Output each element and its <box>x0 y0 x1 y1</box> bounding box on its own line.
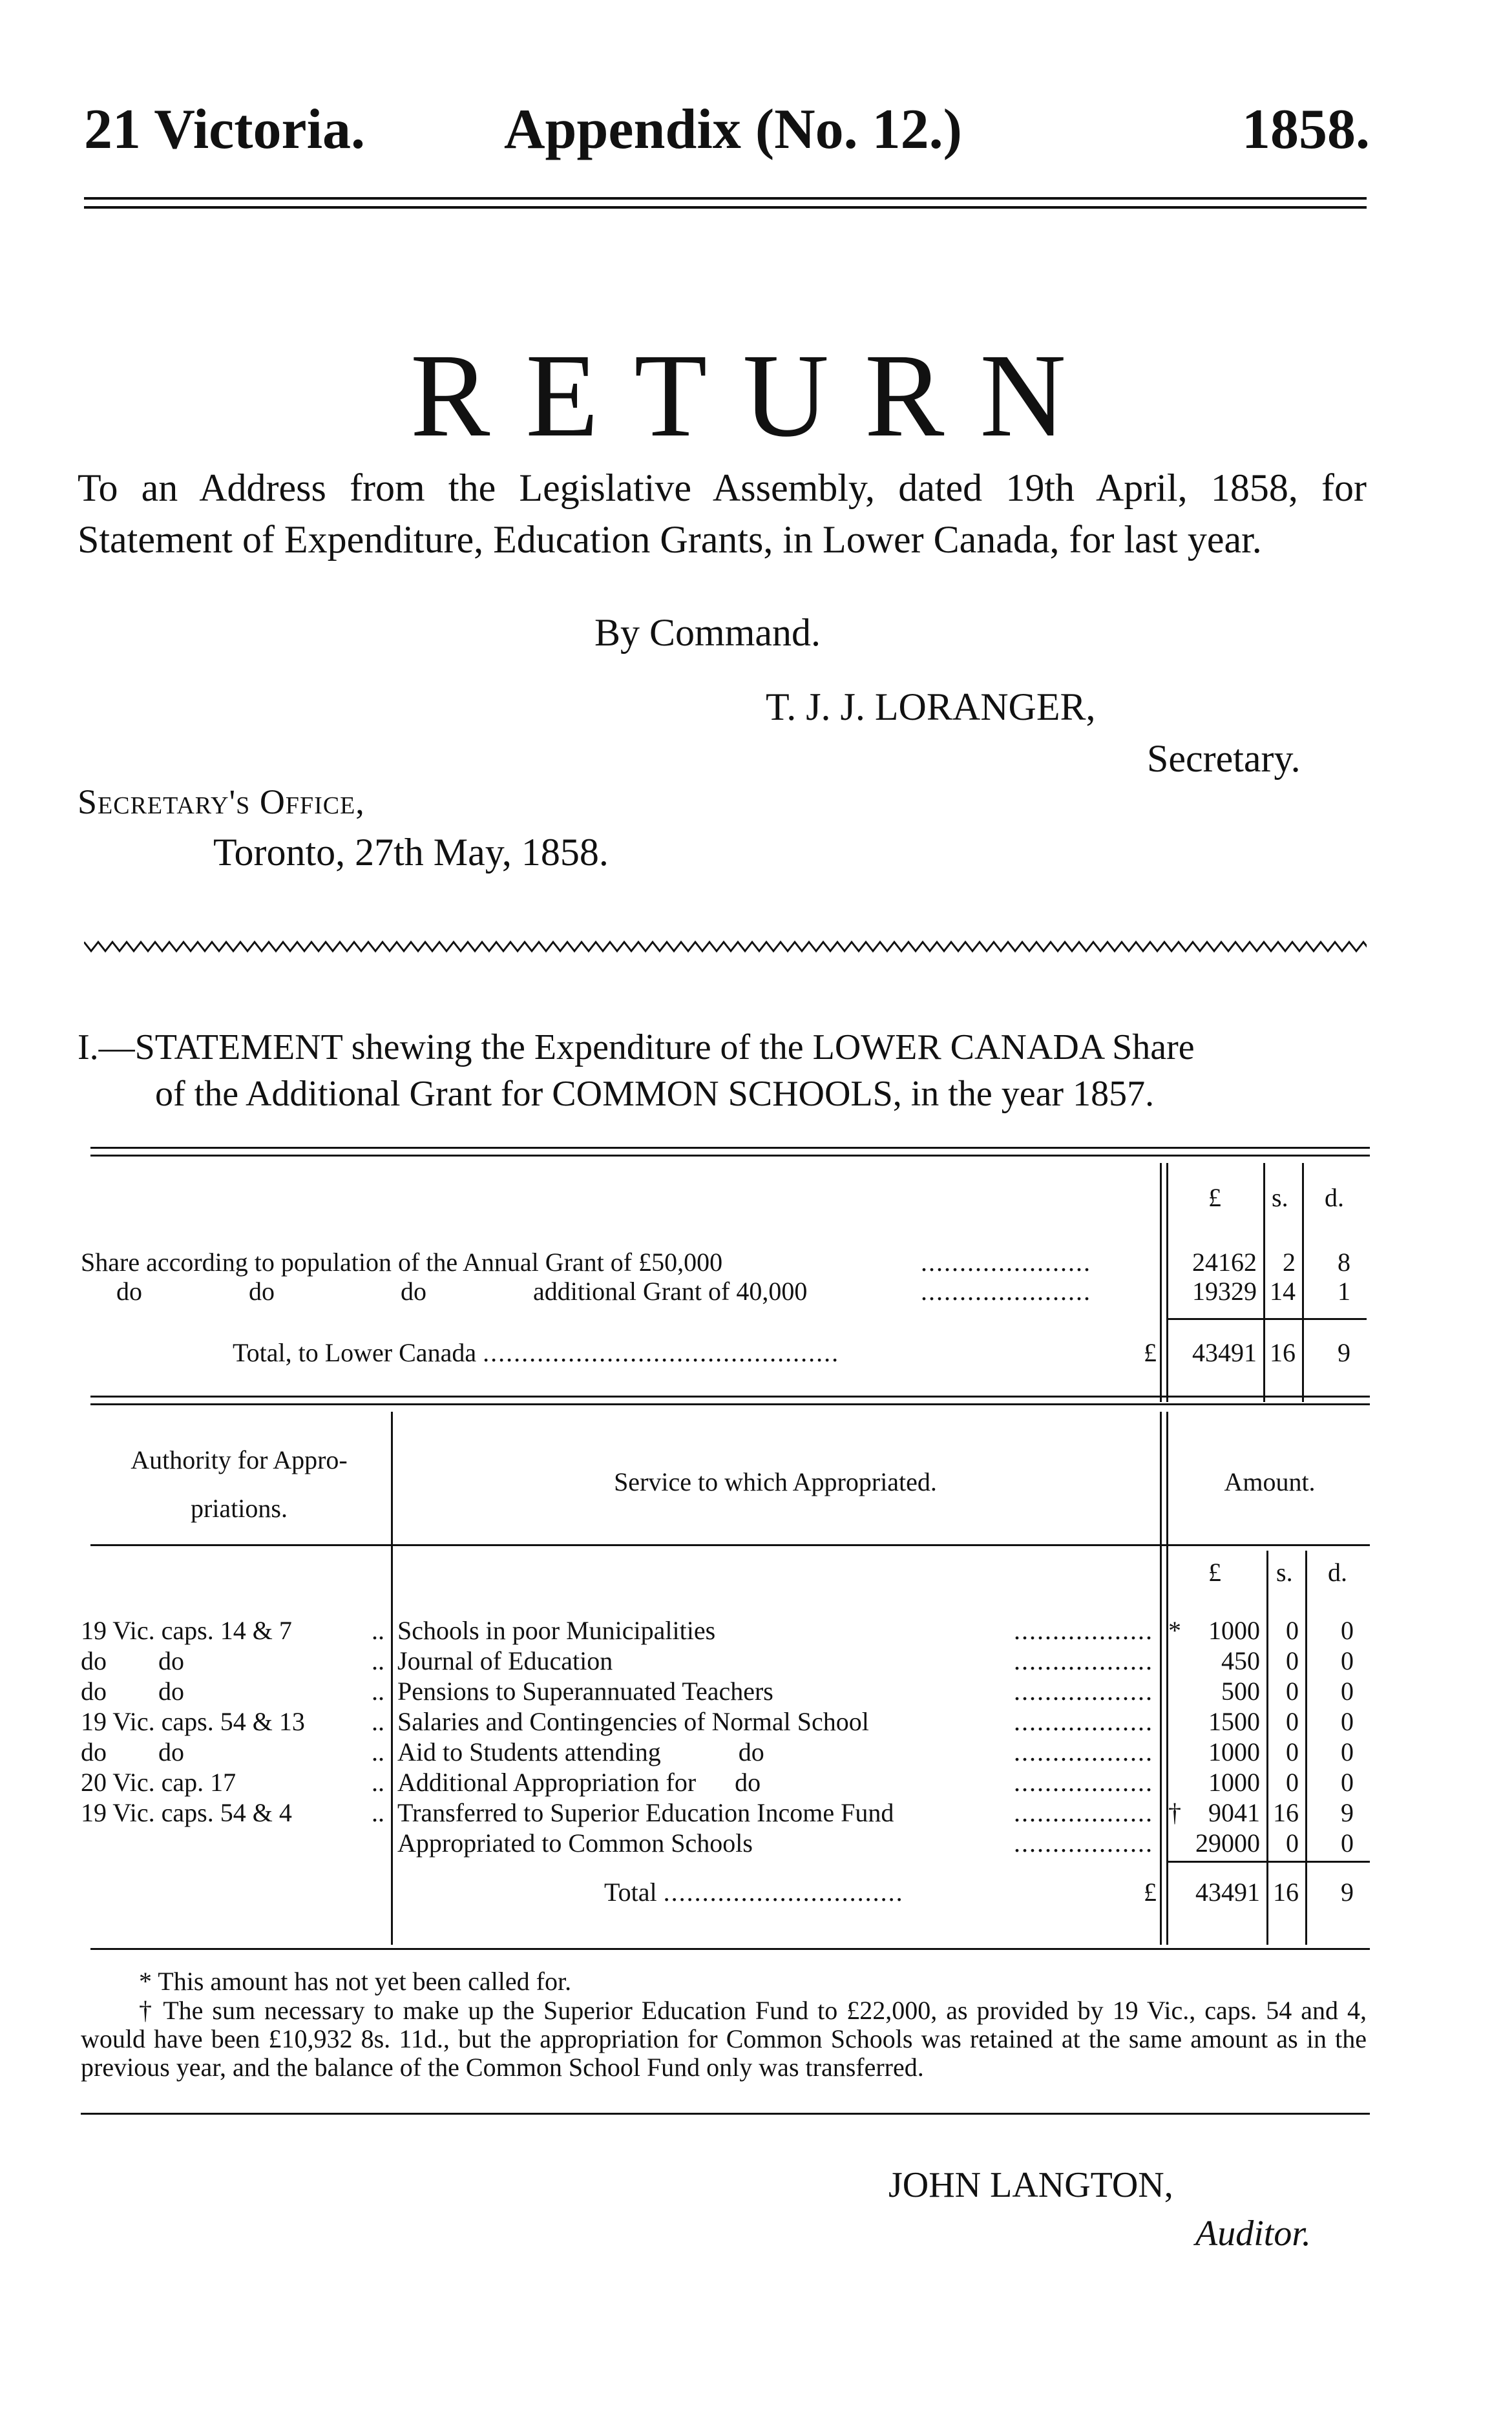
table2-row-pounds: 1000 <box>1208 1768 1260 1797</box>
table1-shillings-header: s. <box>1272 1183 1288 1212</box>
table1-pounds-header: £ <box>1208 1183 1221 1212</box>
auditor-title: Auditor. <box>1195 2214 1311 2254</box>
table1-row-pence: 8 <box>1338 1248 1350 1277</box>
signer-name: T. J. J. LORANGER, <box>766 686 1096 728</box>
address-paragraph: To an Address from the Legislative Assembly, dated 19th April, 1858, for Statement of Expenditure, Education Grants, in Lower Canada, for last year. <box>78 466 1367 561</box>
table1-subtotal-rule <box>1166 1318 1367 1320</box>
table2-row-authority: 19 Vic. caps. 54 & 4 .. <box>81 1798 384 1827</box>
table1-col-rule <box>1302 1163 1304 1402</box>
table2-row-service <box>397 1797 1153 1828</box>
table2-col-rule <box>391 1412 393 1945</box>
table2-row-service-label: Aid to Students attending do <box>397 1737 764 1766</box>
table2-amount-header: Amount. <box>1224 1467 1316 1496</box>
by-command: By Command. <box>594 611 821 654</box>
table2-row-shillings: 0 <box>1286 1616 1299 1645</box>
table2-total-currency: £ <box>1144 1878 1157 1907</box>
table2-row-service-label: Schools in poor Municipalities <box>397 1616 716 1645</box>
statement-line-2: of the Additional Grant for COMMON SCHOOLS, in the year 1857. <box>155 1074 1155 1114</box>
table2-row-authority-leader: .. <box>365 1616 384 1645</box>
table1-total-pounds: 43491 <box>1192 1338 1257 1367</box>
table1-col-rule <box>1160 1163 1162 1402</box>
table2-row-authority-leader: .. <box>365 1707 384 1736</box>
table1-row-do-1: do <box>116 1277 142 1306</box>
table1-row: Share according to population of the Annual Grant of £50,000 ...................... <box>81 1248 1091 1277</box>
table2-service-header: Service to which Appropriated. <box>614 1467 937 1496</box>
table2-row-pence: 0 <box>1341 1646 1354 1675</box>
table2-row-mark: * <box>1168 1616 1181 1645</box>
table2-row-authority-leader: .. <box>365 1737 384 1766</box>
table2-row-authority: do do .. <box>81 1677 384 1706</box>
table2-row-authority-leader: .. <box>365 1646 384 1675</box>
table2-row-authority-leader: .. <box>365 1798 384 1827</box>
table1-row-label: Share according to population of the Annual Grant of £50,000 <box>81 1248 723 1277</box>
table2-row-dot-leader: .................. <box>1014 1616 1153 1645</box>
table2-row-pence: 0 <box>1341 1707 1354 1736</box>
table2-row-pounds: 1500 <box>1208 1707 1260 1736</box>
table2-row-pence: 0 <box>1341 1828 1354 1858</box>
table2-row-dot-leader: .................. <box>1014 1707 1153 1736</box>
table2-row-pounds: 500 <box>1221 1677 1260 1706</box>
table1-col-rule <box>1263 1163 1265 1402</box>
table2-total-pounds: 43491 <box>1195 1878 1260 1907</box>
table2-row-service-label: Transferred to Superior Education Income Fund <box>397 1798 894 1827</box>
signer-title: Secretary. <box>1147 737 1301 780</box>
table1-total-shillings: 16 <box>1270 1338 1296 1367</box>
table2-col-rule <box>1160 1412 1162 1945</box>
table2-row-pence: 9 <box>1341 1798 1354 1827</box>
footnote-rule <box>81 2113 1370 2115</box>
table2-total-pence: 9 <box>1341 1878 1354 1907</box>
table2-row-service <box>397 1737 1153 1767</box>
table1-row-pence: 1 <box>1338 1277 1350 1306</box>
table2-col-rule <box>1305 1551 1307 1945</box>
table2-row-authority: do do .. <box>81 1646 384 1675</box>
table2-row-authority: 19 Vic. caps. 14 & 7 .. <box>81 1616 384 1645</box>
table2-row-service-label: Journal of Education <box>397 1646 613 1675</box>
statement-line-1: I.—STATEMENT shewing the Expenditure of the LOWER CANADA Share <box>78 1027 1195 1067</box>
table1-total-label: Total, to Lower Canada <box>233 1338 477 1367</box>
header-rule <box>84 197 1367 209</box>
table2-row-shillings: 0 <box>1286 1707 1299 1736</box>
header-appendix: Appendix (No. 12.) <box>504 98 962 161</box>
table1-bottom-rule <box>90 1396 1370 1405</box>
table2-total-label: Total <box>604 1878 657 1907</box>
footnote-star: * This amount has not yet been called for. <box>139 1967 572 1996</box>
table2-row-service <box>397 1828 1153 1858</box>
table1-row-shillings: 2 <box>1283 1248 1296 1277</box>
table2-total-shillings: 16 <box>1273 1878 1299 1907</box>
table2-row-service <box>397 1676 1153 1706</box>
table2-row-service <box>397 1706 1153 1737</box>
table2-header-rule <box>90 1544 1370 1546</box>
table2-subtotal-rule <box>1166 1861 1370 1863</box>
table2-row-pence: 0 <box>1341 1768 1354 1797</box>
table2-row-pounds: 9041 <box>1208 1798 1260 1827</box>
table1-total-pence: 9 <box>1338 1338 1350 1367</box>
table2-bottom-rule <box>90 1948 1370 1950</box>
table2-row-pence: 0 <box>1341 1677 1354 1706</box>
table2-row-pence: 0 <box>1341 1616 1354 1645</box>
table2-row-service-label: Pensions to Superannuated Teachers <box>397 1677 773 1706</box>
table1-total-currency: £ <box>1144 1338 1157 1367</box>
table2-row-shillings: 16 <box>1273 1798 1299 1827</box>
table2-shillings-header: s. <box>1276 1558 1293 1587</box>
footnote-dagger: † The sum necessary to make up the Superior Education Fund to £22,000, as provided by 19 Vic., caps. 54 and 4, would have been £10,932 8s. 11d., but the appropriation for Common Schools was retained at the same amount as in the previous year, and the balance of the Common School Fund only was transferred. <box>81 1996 1367 2082</box>
table1-row-label: additional Grant of 40,000 <box>533 1277 808 1306</box>
table2-pence-header: d. <box>1328 1558 1347 1587</box>
page-title: RETURN <box>410 330 1102 462</box>
auditor-name: JOHN LANGTON, <box>888 2165 1173 2205</box>
table1-total: Total, to Lower Canada .............................................. £ <box>233 1338 1157 1367</box>
table2-row-pounds: 29000 <box>1195 1828 1260 1858</box>
table2-row-dot-leader: .................. <box>1014 1737 1153 1766</box>
table2-authority-header <box>97 1441 381 1538</box>
table2-row-shillings: 0 <box>1286 1737 1299 1766</box>
table2-row-authority: 20 Vic. cap. 17 .. <box>81 1768 384 1797</box>
table1-row-do-3: do <box>401 1277 426 1306</box>
table2-row-dot-leader: .................. <box>1014 1646 1153 1675</box>
table2-row-service-label: Additional Appropriation for do <box>397 1768 761 1797</box>
table2-col-rule <box>1166 1412 1168 1945</box>
table2-row-shillings: 0 <box>1286 1828 1299 1858</box>
table2-row-pence: 0 <box>1341 1737 1354 1766</box>
table2-row-authority-leader: .. <box>365 1768 384 1797</box>
table1-row-do-2: do <box>249 1277 275 1306</box>
table2-row-service-label: Salaries and Contingencies of Normal School <box>397 1707 869 1736</box>
table1-row-shillings: 14 <box>1270 1277 1296 1306</box>
table2-row-authority: 19 Vic. caps. 54 & 13 .. <box>81 1707 384 1736</box>
table2-row-authority: do do .. <box>81 1737 384 1766</box>
table2-authority-header-line1: Authority for Appro- <box>131 1445 348 1474</box>
office-name: Secretary's Office, <box>78 782 365 821</box>
table2-row-authority-leader: .. <box>365 1677 384 1706</box>
table1-row-pounds: 24162 <box>1192 1248 1257 1277</box>
table2-row-service <box>397 1767 1153 1797</box>
header-year: 1858. <box>1242 98 1370 161</box>
table2-row-service <box>397 1646 1153 1676</box>
table2-row-pounds: 1000 <box>1208 1737 1260 1766</box>
header-session: 21 Victoria. <box>84 98 366 161</box>
table2-row-shillings: 0 <box>1286 1768 1299 1797</box>
table2-row-dot-leader: .................. <box>1014 1828 1153 1858</box>
table2-row-pounds: 450 <box>1221 1646 1260 1675</box>
table1-row-pounds: 19329 <box>1192 1277 1257 1306</box>
table2-row-pounds: 1000 <box>1208 1616 1260 1645</box>
statement-heading <box>78 1024 1370 1117</box>
table2-row-dot-leader: .................. <box>1014 1677 1153 1706</box>
table2-col-rule <box>1266 1551 1268 1945</box>
table1-top-rule <box>90 1147 1370 1157</box>
table2-authority-header-line2: priations. <box>191 1494 288 1523</box>
running-header <box>78 97 1370 168</box>
wavy-divider <box>84 937 1367 956</box>
table2-row-shillings: 0 <box>1286 1646 1299 1675</box>
table2-row-mark: † <box>1168 1798 1181 1827</box>
table1-col-rule <box>1166 1163 1168 1402</box>
table2-row-service-label: Appropriated to Common Schools <box>397 1828 753 1858</box>
table2-pounds-header: £ <box>1208 1558 1221 1587</box>
table1-pence-header: d. <box>1325 1183 1344 1212</box>
table2-row-service <box>397 1615 1153 1646</box>
table2-row-shillings: 0 <box>1286 1677 1299 1706</box>
office-place-date: Toronto, 27th May, 1858. <box>213 831 609 874</box>
table2-row-dot-leader: .................. <box>1014 1798 1153 1827</box>
table2-row-dot-leader: .................. <box>1014 1768 1153 1797</box>
table2-total: Total ............................... £ <box>604 1878 1157 1907</box>
